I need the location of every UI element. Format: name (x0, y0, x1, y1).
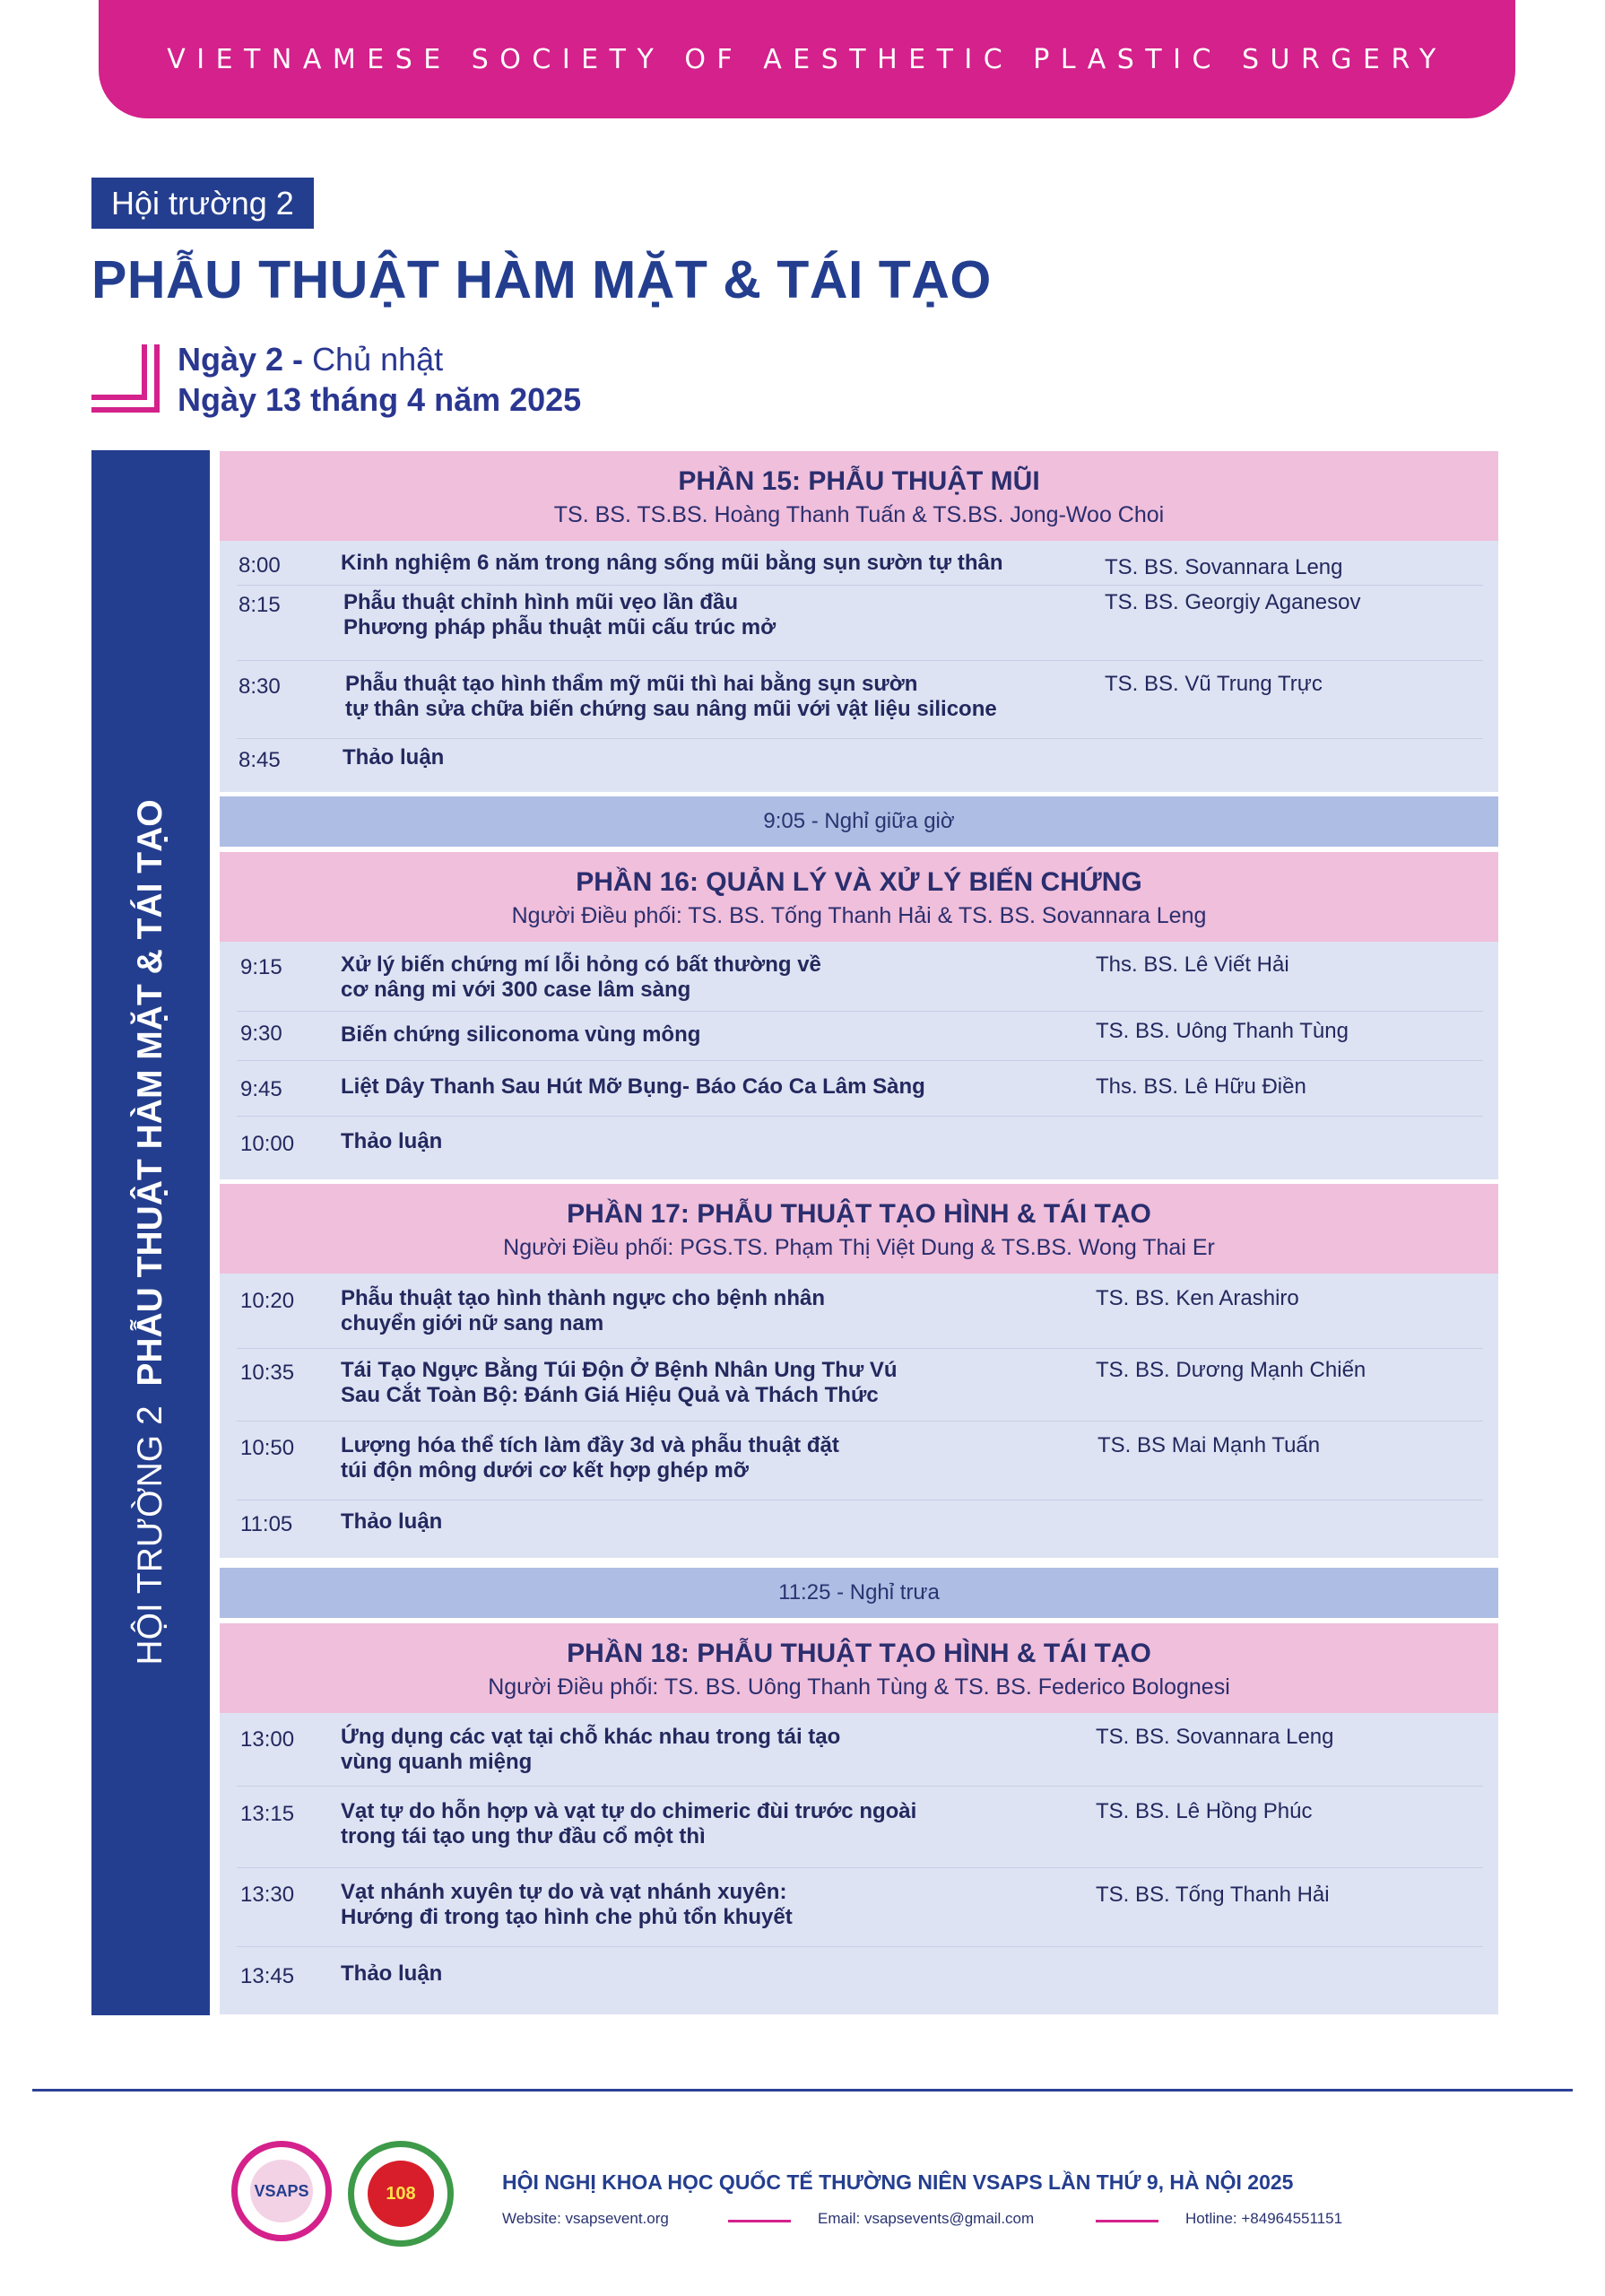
session-topic: Ứng dụng các vạt tại chỗ khác nhau trong tái tạo vùng quanh miệng (341, 1725, 841, 1774)
session-topic: Thảo luận (343, 745, 445, 770)
session-speaker: TS. BS. Ken Arashiro (1096, 1286, 1299, 1310)
section-header (220, 451, 1498, 541)
session-topic: Biến chứng siliconoma vùng mông (341, 1022, 701, 1047)
session-speaker: TS. BS. Dương Mạnh Chiến (1096, 1358, 1366, 1382)
row-divider (237, 1421, 1483, 1422)
footer-hotline: Hotline: +84964551151 (1185, 2210, 1343, 2227)
footer-title: HỘI NGHỊ KHOA HỌC QUỐC TẾ THƯỜNG NIÊN VSAPS LẦN THỨ 9, HÀ NỘI 2025 (502, 2170, 1294, 2194)
session-time: 13:15 (240, 1802, 295, 1826)
side-label (131, 799, 170, 1665)
footer-website: Website: vsapsevent.org (502, 2210, 669, 2227)
day-label: Ngày 2 - (178, 341, 304, 378)
vsaps-logo: VSAPS (231, 2141, 332, 2241)
section-moderators: Người Điều phối: PGS.TS. Phạm Thị Việt Dung & TS.BS. Wong Thai Er (503, 1235, 1215, 1260)
session-speaker: TS. BS. Lê Hồng Phúc (1096, 1799, 1313, 1823)
session-time: 13:00 (240, 1727, 295, 1752)
session-topic: Liệt Dây Thanh Sau Hút Mỡ Bụng- Báo Cáo Ca Lâm Sàng (341, 1074, 925, 1099)
day-line (178, 341, 443, 378)
row-divider (237, 1060, 1483, 1061)
footer-email: Email: vsapsevents@gmail.com (818, 2210, 1035, 2227)
session-topic: Thảo luận (341, 1961, 443, 1986)
session-speaker: TS. BS. Tống Thanh Hải (1096, 1883, 1330, 1907)
hospital-108-logo: 108 (348, 2141, 454, 2247)
row-divider (237, 738, 1483, 739)
bracket-icon (91, 344, 160, 413)
session-topic: Vạt nhánh xuyên tự do và vạt nhánh xuyên: Hướng đi trong tạo hình che phủ tổn khuyết (341, 1880, 793, 1929)
break-bar: 9:05 - Nghỉ giữa giờ (220, 796, 1498, 847)
session-time: 13:30 (240, 1883, 295, 1907)
session-speaker: TS. BS. Georgiy Aganesov (1105, 590, 1361, 614)
footer-divider (32, 2089, 1573, 2092)
section-moderators: Người Điều phối: TS. BS. Uông Thanh Tùng & TS. BS. Federico Bolognesi (488, 1674, 1230, 1700)
row-divider (237, 1011, 1483, 1012)
footer-dash (1096, 2220, 1158, 2222)
session-topic: Thảo luận (341, 1129, 443, 1153)
section-header (220, 1184, 1498, 1274)
session-topic: Xử lý biến chứng mí lỗi hỏng có bất thường về cơ nâng mi với 300 case lâm sàng (341, 952, 821, 1002)
row-divider (237, 585, 1483, 586)
row-divider (237, 1786, 1483, 1787)
session-time: 10:35 (240, 1361, 295, 1385)
side-hall: HỘI TRƯỜNG 2 (131, 1405, 169, 1665)
session-time: 10:00 (240, 1132, 295, 1156)
row-divider (237, 1348, 1483, 1349)
row-divider (237, 660, 1483, 661)
session-time: 10:20 (240, 1289, 295, 1313)
section-title: PHẦN 18: PHẪU THUẬT TẠO HÌNH & TÁI TẠO (567, 1639, 1151, 1668)
session-topic: Lượng hóa thể tích làm đầy 3d và phẫu thuật đặt túi độn mông dưới cơ kết hợp ghép mỡ (341, 1433, 839, 1483)
session-speaker: TS. BS. Vũ Trung Trực (1105, 672, 1323, 696)
session-time: 8:30 (239, 674, 281, 699)
session-speaker: TS. BS. Sovannara Leng (1096, 1725, 1334, 1749)
section-title: PHẦN 17: PHẪU THUẬT TẠO HÌNH & TÁI TẠO (567, 1199, 1151, 1229)
side-topic: PHẪU THUẬT HÀM MẶT & TÁI TẠO (131, 799, 169, 1387)
session-speaker: TS. BS. Sovannara Leng (1105, 555, 1343, 579)
session-time: 9:30 (240, 1022, 282, 1046)
section-title: PHẦN 15: PHẪU THUẬT MŨI (678, 466, 1040, 496)
section-header (220, 1623, 1498, 1713)
section-title: PHẦN 16: QUẢN LÝ VÀ XỬ LÝ BIẾN CHỨNG (576, 867, 1142, 897)
session-time: 9:45 (240, 1077, 282, 1101)
session-topic: Tái Tạo Ngực Bằng Túi Độn Ở Bệnh Nhân Ung Thư Vú Sau Cắt Toàn Bộ: Đánh Giá Hiệu Quả và Thách Thức (341, 1358, 898, 1407)
session-speaker: Ths. BS. Lê Viết Hải (1096, 952, 1289, 977)
row-divider (237, 1867, 1483, 1868)
section-header (220, 852, 1498, 942)
session-time: 8:15 (239, 593, 281, 617)
weekday: Chủ nhật (312, 341, 444, 378)
footer-dash (728, 2220, 791, 2222)
break-bar: 11:25 - Nghỉ trưa (220, 1568, 1498, 1618)
session-topic: Phẫu thuật chỉnh hình mũi vẹo lần đầu Phương pháp phẫu thuật mũi cấu trúc mở (343, 590, 776, 639)
session-speaker: TS. BS Mai Mạnh Tuấn (1097, 1433, 1321, 1457)
session-time: 8:45 (239, 748, 281, 772)
row-divider (237, 1946, 1483, 1947)
session-time: 8:00 (239, 553, 281, 578)
session-speaker: TS. BS. Uông Thanh Tùng (1096, 1019, 1349, 1043)
row-divider (237, 1116, 1483, 1117)
session-topic: Phẫu thuật tạo hình thành ngực cho bệnh nhân chuyển giới nữ sang nam (341, 1286, 826, 1335)
section-moderators: Người Điều phối: TS. BS. Tống Thanh Hải & TS. BS. Sovannara Leng (511, 903, 1207, 928)
society-name: VIETNAMESE SOCIETY OF AESTHETIC PLASTIC SURGERY (167, 43, 1447, 75)
session-topic: Kinh nghiệm 6 năm trong nâng sống mũi bằng sụn sườn tự thân (341, 551, 1003, 575)
date-line: Ngày 13 tháng 4 năm 2025 (178, 381, 582, 418)
session-time: 13:45 (240, 1964, 295, 1988)
session-speaker: Ths. BS. Lê Hữu Điền (1096, 1074, 1306, 1099)
session-time: 9:15 (240, 955, 282, 979)
section-moderators: TS. BS. TS.BS. Hoàng Thanh Tuấn & TS.BS. Jong-Woo Choi (553, 502, 1165, 527)
session-topic: Thảo luận (341, 1509, 443, 1534)
session-time: 11:05 (240, 1512, 293, 1536)
session-time: 10:50 (240, 1436, 295, 1460)
top-banner (99, 0, 1515, 118)
hall-tag: Hội trường 2 (91, 178, 314, 229)
session-topic: Phẫu thuật tạo hình thẩm mỹ mũi thì hai bằng sụn sườn tự thân sửa chữa biến chứng sau nâng mũi với vật liệu silicone (345, 672, 997, 721)
page-title: PHẪU THUẬT HÀM MẶT & TÁI TẠO (91, 250, 992, 309)
session-topic: Vạt tự do hỗn hợp và vạt tự do chimeric đùi trước ngoài trong tái tạo ung thư đầu cổ một thì (341, 1799, 917, 1848)
